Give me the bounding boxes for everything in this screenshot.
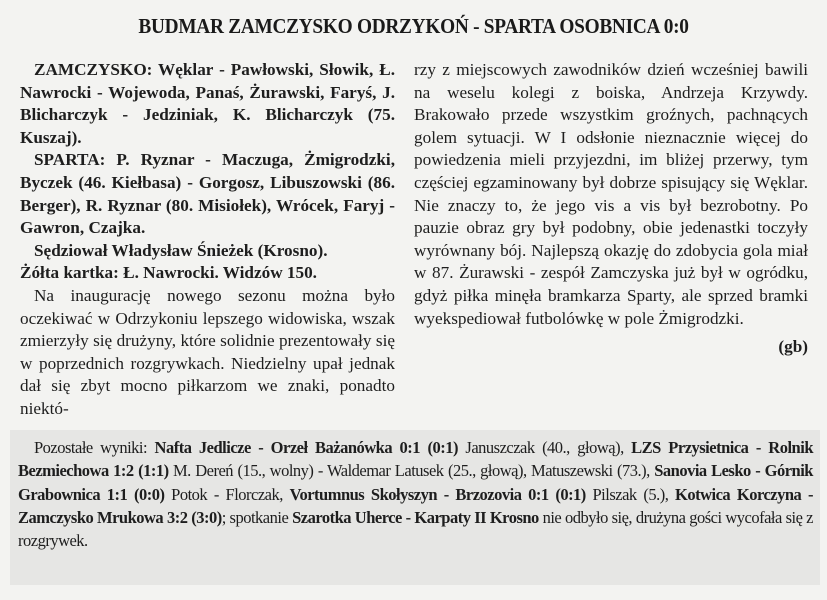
left-column — [20, 59, 395, 421]
cards-attendance-line: Żółta kartka: Ł. Nawrocki. Widzów 150. — [20, 263, 317, 283]
article-text-right: rzy z miejscowych zawodników dzień wcześniej bawili na weselu kolegi z boiska, Andrzeja Krzywdy. Brakowało przede wszystkim groźnych, pachnących golem sytuacji. W I odsłonie nieznacznie więcej do powiedzenia mieli przyjezdni, im bliżej przerwy, tym częściej egzaminowany był dobrze spisujący się Węklar. Nie znaczy to, że jego vis a vis był bezrobotny. Po pauzie obraz gry był podobny, obie jedenastki toczyły wyrównany bój. Najlepszą okazję do zdobycia gola miał w 87. Żurawski - zespół Zamczyska już był w ogródku, gdyż piłka minęła bramkarza Sparty, ale sprzed bramki wyekspediował futbolówkę w pole Żmigrodzki. — [414, 60, 808, 328]
other-results — [18, 436, 813, 552]
result-match: LZS Przysietnica - Rolnik Bezmiechowa 1:2 (1:1) — [18, 438, 813, 481]
referee-line: Sędziował Władysław Śnieżek (Krosno). — [34, 240, 328, 260]
result-details: nie odbyło się, drużyna gości wycofała się z rozgrywek. — [18, 507, 813, 551]
result-details: Pilszak (5.), — [585, 484, 676, 504]
right-column — [414, 59, 808, 359]
headline: BUDMAR ZAMCZYSKO ODRZYKOŃ - SPARTA OSOBNICA 0:0 — [138, 14, 689, 38]
result-match: Vortumnus Skołyszyn - Brzozovia 0:1 (0:1) — [289, 484, 586, 504]
result-match: Nafta Jedlicze - Orzeł Bażanówka 0:1 (0:1) — [154, 438, 458, 457]
results-intro: Pozostałe wyniki: — [34, 438, 155, 457]
result-details: ; spotkanie — [221, 507, 293, 527]
result-match: Sanovia Lesko - Górnik Grabownica 1:1 (0:0) — [18, 461, 813, 504]
result-details: Potok - Florczak, — [164, 484, 290, 504]
result-match: Szarotka Uherce - Karpaty II Krosno — [292, 507, 539, 527]
result-details: Januszczak (40., głową), — [457, 438, 632, 457]
result-details: M. Dereń (15., wolny) - Waldemar Latusek (25., głową), Matuszewski (73.), — [168, 461, 655, 481]
result-match: Kotwica Korczyna - Zamczysko Mrukowa 3:2 (3:0) — [18, 484, 813, 527]
lineup-zamczysko: ZAMCZYSKO: Węklar - Pawłowski, Słowik, Ł. Nawrocki - Wojewoda, Panaś, Żurawski, Faryś, J. Blicharczyk - Jedziniak, K. Blicharczyk (75. Kuszaj). — [20, 60, 395, 147]
author-signature: (gb) — [778, 337, 808, 357]
article-text-left: Na inaugurację nowego sezonu można było oczekiwać w Odrzykoniu lepszego widowiska, wszak zmierzyły się drużyny, które solidnie prezentowały się w poprzednich rozgrywkach. Niedzielny upał jednak dał się zbyt mocno piłkarzom we znaki, ponadto niektó- — [20, 285, 395, 418]
lineup-sparta: SPARTA: P. Ryznar - Maczuga, Żmigrodzki, Byczek (46. Kiełbasa) - Gorgosz, Libuszowski (86. Berger), R. Ryznar (80. Misiołek), Wrócek, Faryj - Gawron, Czajka. — [20, 150, 395, 238]
